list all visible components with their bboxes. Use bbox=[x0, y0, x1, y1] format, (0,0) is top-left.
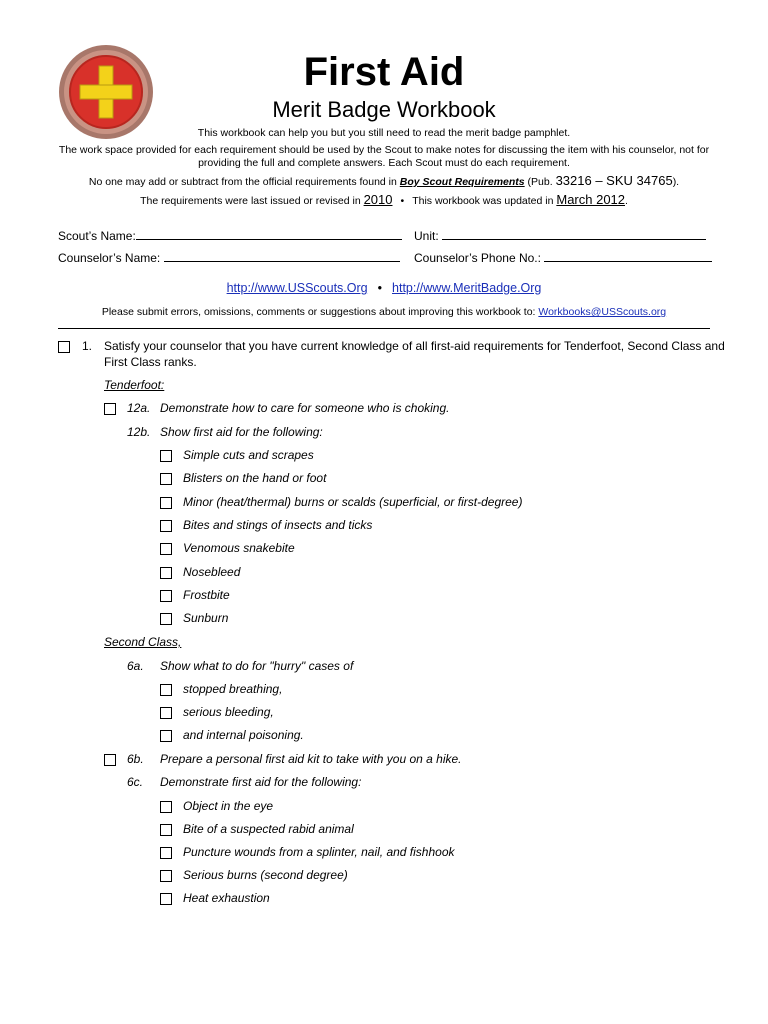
list-item: and internal poisoning. bbox=[183, 728, 304, 742]
update-date: March 2012 bbox=[556, 192, 626, 207]
feedback-email-link[interactable]: Workbooks@USScouts.org bbox=[538, 306, 667, 318]
submit-text: Please submit errors, omissions, comments or suggestions about improving this workbook to: bbox=[101, 306, 539, 318]
note-text: This workbook was updated in bbox=[412, 195, 557, 207]
req-6a-number: 6a. bbox=[127, 659, 144, 673]
item-checkbox[interactable] bbox=[160, 450, 172, 462]
list-item: Bites and stings of insects and ticks bbox=[183, 518, 373, 532]
list-item: Frostbite bbox=[183, 588, 230, 602]
unit-label: Unit: bbox=[414, 229, 439, 243]
req-6b-number: 6b. bbox=[127, 752, 144, 766]
note-text: ). bbox=[672, 176, 680, 188]
item-checkbox[interactable] bbox=[160, 801, 172, 813]
req-1-text-line2: First Class ranks. bbox=[104, 355, 197, 369]
tenderfoot-heading: Tenderfoot: bbox=[104, 378, 165, 392]
list-item: Simple cuts and scrapes bbox=[183, 448, 314, 462]
req-1-text-line1: Satisfy your counselor that you have current knowledge of all first-aid requirements for Tenderfoot, Second Class and bbox=[104, 339, 725, 353]
scout-name-field[interactable] bbox=[58, 228, 402, 243]
note-pamphlet: This workbook can help you but you still need to read the merit badge pamphlet. bbox=[197, 127, 571, 139]
scout-name-label: Scout’s Name: bbox=[58, 229, 136, 243]
revision-year: 2010 bbox=[363, 192, 393, 207]
note-text: . bbox=[625, 195, 628, 207]
publication-number: 33216 – SKU 34765 bbox=[555, 173, 673, 188]
scout-name-line[interactable] bbox=[136, 228, 402, 240]
item-checkbox[interactable] bbox=[160, 847, 172, 859]
item-checkbox[interactable] bbox=[160, 893, 172, 905]
req-6c-number: 6c. bbox=[127, 775, 144, 789]
link-separator: • bbox=[377, 281, 383, 295]
list-item: Minor (heat/thermal) burns or scalds (superficial, or first-degree) bbox=[183, 495, 523, 509]
list-item: Nosebleed bbox=[183, 565, 241, 579]
req-6c-text: Demonstrate first aid for the following: bbox=[160, 775, 362, 789]
item-checkbox[interactable] bbox=[160, 613, 172, 625]
item-checkbox[interactable] bbox=[160, 707, 172, 719]
item-checkbox[interactable] bbox=[160, 870, 172, 882]
list-item: Object in the eye bbox=[183, 799, 274, 813]
counselor-phone-label: Counselor’s Phone No.: bbox=[414, 251, 541, 265]
usscouts-link[interactable]: http://www.USScouts.Org bbox=[226, 281, 368, 295]
list-item: Bite of a suspected rabid animal bbox=[183, 822, 354, 836]
counselor-name-label: Counselor’s Name: bbox=[58, 251, 161, 265]
item-checkbox[interactable] bbox=[160, 520, 172, 532]
unit-line[interactable] bbox=[442, 228, 706, 240]
first-aid-badge-icon bbox=[58, 44, 154, 140]
req-6a-text: Show what to do for "hurry" cases of bbox=[160, 659, 354, 673]
item-checkbox[interactable] bbox=[160, 590, 172, 602]
submit-feedback bbox=[56, 306, 712, 318]
list-item: Sunburn bbox=[183, 611, 229, 625]
counselor-name-field[interactable] bbox=[58, 250, 400, 265]
item-checkbox[interactable] bbox=[160, 567, 172, 579]
req-12b-number: 12b. bbox=[127, 425, 151, 439]
req-12a-checkbox[interactable] bbox=[104, 403, 116, 415]
page-subtitle: Merit Badge Workbook bbox=[272, 97, 496, 122]
req-12b-text: Show first aid for the following: bbox=[160, 425, 323, 439]
page-title: First Aid bbox=[303, 50, 465, 94]
item-checkbox[interactable] bbox=[160, 543, 172, 555]
item-checkbox[interactable] bbox=[160, 473, 172, 485]
list-item: Puncture wounds from a splinter, nail, and fishhook bbox=[183, 845, 455, 859]
website-links bbox=[56, 281, 712, 295]
counselor-phone-field[interactable] bbox=[414, 250, 712, 265]
note-official-requirements bbox=[56, 174, 712, 189]
counselor-phone-line[interactable] bbox=[544, 250, 712, 262]
list-item: Blisters on the hand or foot bbox=[183, 471, 327, 485]
req-1-number: 1. bbox=[82, 339, 93, 353]
req-12a-number: 12a. bbox=[127, 401, 151, 415]
list-item: serious bleeding, bbox=[183, 705, 274, 719]
book-title: Boy Scout Requirements bbox=[399, 176, 525, 188]
second-class-heading: Second Class, bbox=[104, 635, 182, 649]
req-12a-text: Demonstrate how to care for someone who is choking. bbox=[160, 401, 450, 415]
req-1-checkbox[interactable] bbox=[58, 341, 70, 353]
item-checkbox[interactable] bbox=[160, 684, 172, 696]
unit-field[interactable] bbox=[414, 228, 706, 243]
item-checkbox[interactable] bbox=[160, 497, 172, 509]
note-revision bbox=[56, 193, 712, 208]
section-divider bbox=[58, 328, 710, 329]
list-item: Serious burns (second degree) bbox=[183, 868, 348, 882]
item-checkbox[interactable] bbox=[160, 730, 172, 742]
note-text: No one may add or subtract from the official requirements found in bbox=[88, 176, 400, 188]
bullet-separator: • bbox=[400, 195, 405, 207]
counselor-name-line[interactable] bbox=[164, 250, 400, 262]
list-item: stopped breathing, bbox=[183, 682, 283, 696]
req-6b-checkbox[interactable] bbox=[104, 754, 116, 766]
req-6b-text: Prepare a personal first aid kit to take with you on a hike. bbox=[160, 752, 462, 766]
note-text: (Pub. bbox=[524, 176, 556, 188]
header-notes bbox=[56, 127, 712, 208]
item-checkbox[interactable] bbox=[160, 824, 172, 836]
note-text: The requirements were last issued or revised in bbox=[140, 195, 364, 207]
list-item: Heat exhaustion bbox=[183, 891, 270, 905]
note-work-space: The work space provided for each requirement should be used by the Scout to make notes for discussing the item with his counselor, not for providing the full and complete answers. Each Scout must do each requirement. bbox=[58, 144, 710, 169]
meritbadge-link[interactable]: http://www.MeritBadge.Org bbox=[392, 281, 542, 295]
list-item: Venomous snakebite bbox=[183, 541, 295, 555]
